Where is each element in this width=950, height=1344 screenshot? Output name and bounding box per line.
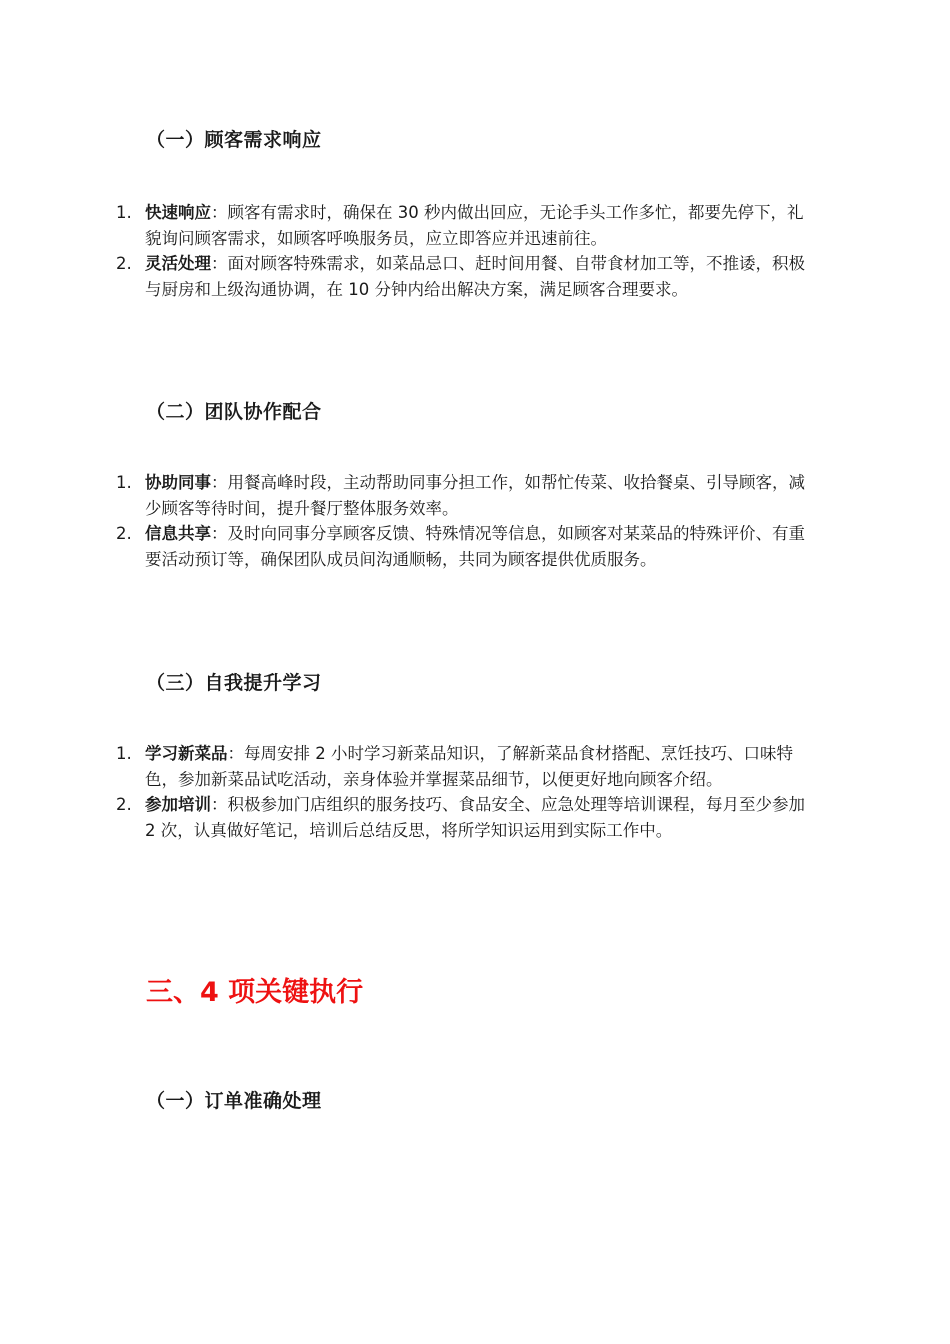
self-improvement-list [116,741,816,843]
list-item-text: ：积极参加门店组织的服务技巧、食品安全、应急处理等培训课程，每月至少参加 2 次，认真做好笔记，培训后总结反思，将所学知识运用到实际工作中。 [145,795,805,840]
list-item-text: ：用餐高峰时段，主动帮助同事分担工作，如帮忙传菜、收拾餐桌、引导顾客，减少顾客等待时间，提升餐厅整体服务效率。 [145,473,805,518]
list-item-text: ：面对顾客特殊需求，如菜品忌口、赶时间用餐、自带食材加工等，不推诿，积极与厨房和上级沟通协调，在 10 分钟内给出解决方案，满足顾客合理要求。 [145,254,805,299]
list-item-information-sharing [116,521,816,572]
list-item-text: ：顾客有需求时，确保在 30 秒内做出回应，无论手头工作多忙，都要先停下，礼貌询问顾客需求，如顾客呼唤服务员，应立即答应并迅速前往。 [145,203,804,248]
list-item-attend-training [116,792,816,843]
teamwork-list [116,470,816,572]
list-item-term: 学习新菜品 [145,744,228,763]
list-item-term: 参加培训 [145,795,211,814]
customer-needs-list [116,200,816,302]
list-number: 1. [116,203,132,222]
section-subheading-teamwork: （二）团队协作配合 [146,401,322,423]
list-number: 2. [116,254,132,273]
list-item-term: 协助同事 [145,473,211,492]
list-item-text: ：及时向同事分享顾客反馈、特殊情况等信息，如顾客对某菜品的特殊评价、有重要活动预订等，确保团队成员间沟通顺畅，共同为顾客提供优质服务。 [145,524,805,569]
list-item-quick-response [116,200,816,251]
section-subheading-order-processing: （一）订单准确处理 [146,1090,322,1112]
list-item-term: 灵活处理 [145,254,211,273]
list-item-learn-new-dishes [116,741,816,792]
list-item-text: ：每周安排 2 小时学习新菜品知识，了解新菜品食材搭配、烹饪技巧、口味特色，参加新菜品试吃活动，亲身体验并掌握菜品细节，以便更好地向顾客介绍。 [145,744,793,789]
section-subheading-customer-needs: （一）顾客需求响应 [146,129,322,151]
list-number: 2. [116,795,132,814]
list-item-term: 信息共享 [145,524,211,543]
section-subheading-self-improvement: （三）自我提升学习 [146,672,322,694]
list-number: 1. [116,744,132,763]
list-item-assist-colleagues [116,470,816,521]
list-item-term: 快速响应 [145,203,211,222]
list-item-flexible-handling [116,251,816,302]
list-number: 1. [116,473,132,492]
main-section-heading: 三、4 项关键执行 [146,977,364,1008]
list-number: 2. [116,524,132,543]
